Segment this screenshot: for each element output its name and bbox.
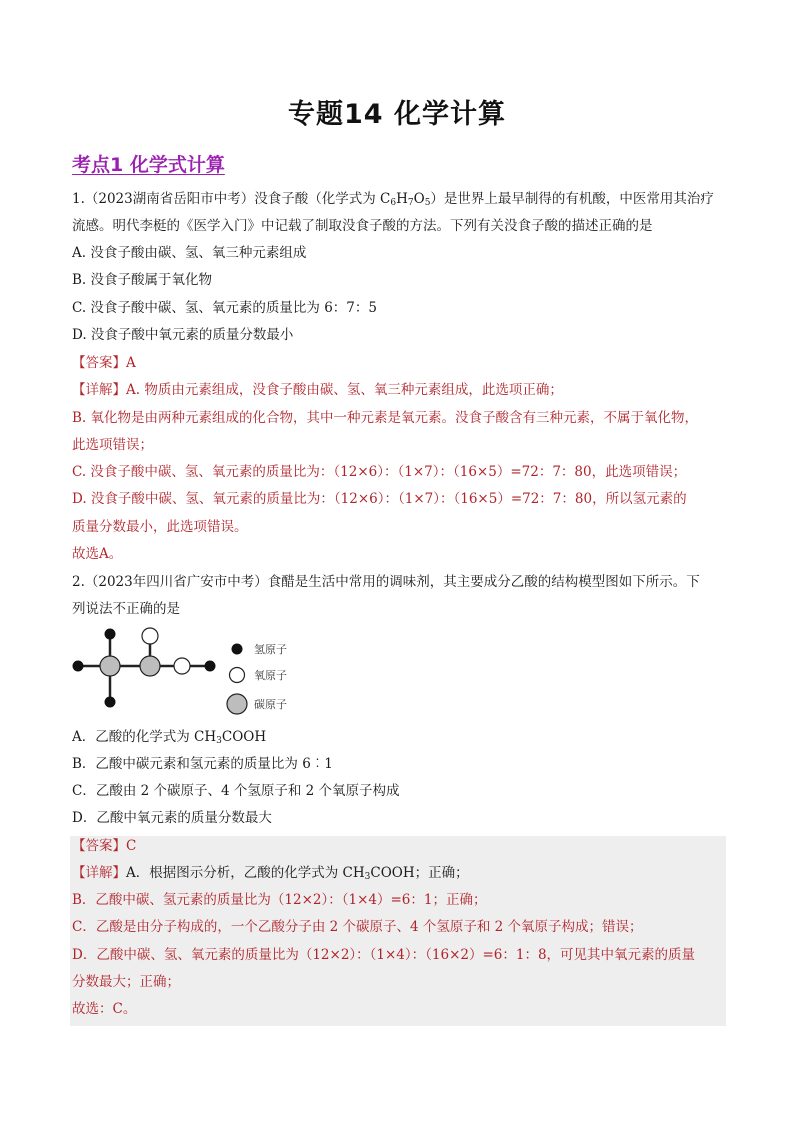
q1-option-c: C. 没食子酸中碳、氢、氧元素的质量比为 6：7：5: [72, 300, 377, 316]
q1-conclusion: 故选A。: [72, 546, 123, 562]
q2-stem-line-2: 列说法不正确的是: [72, 601, 180, 617]
hydrogen-atom: [205, 661, 216, 672]
q1-detail-line-4: C. 没食子酸中碳、氢、氧元素的质量比为：（12×6）：（1×7）：（16×5）=72：7：80，此选项错误；: [72, 464, 687, 480]
q1-detail-line-3: 此选项错误；: [72, 437, 153, 453]
q1-stem-line-1: 1.（2023湖南省岳阳市中考）没食子酸（化学式为 $C_6H_7O_5$）是世界上最早制得的有机酸，中医常用其治疗: [72, 191, 714, 208]
q1-detail-line-1: 【详解】A. 物质由元素组成，没食子酸由碳、氢、氧三种元素组成，此选项正确；: [72, 382, 563, 398]
q2-detail-line-2: B．乙酸中碳、氢元素的质量比为（12×2）：（1×4）=6：1；正确；: [72, 892, 487, 908]
q2-detail-line-5: 分数最大；正确；: [72, 974, 180, 990]
q2-stem-line-1: 2.（2023年四川省广安市中考）食醋是生活中常用的调味剂，其主要成分乙酸的结构模型图如下所示。下: [72, 574, 700, 590]
hydrogen-atom: [105, 697, 116, 708]
hydrogen-atom: [73, 661, 84, 672]
q2-answer: 【答案】C: [72, 838, 137, 854]
legend-hydrogen-label: 氢原子: [254, 643, 287, 656]
section-heading: 考点1 化学式计算: [72, 154, 225, 176]
page-title: 专题14 化学计算: [288, 99, 506, 130]
q1-option-b: B. 没食子酸属于氧化物: [72, 272, 213, 288]
carbon-atom: [100, 656, 120, 676]
q1-answer: 【答案】A: [72, 355, 136, 371]
q1-detail-line-6: 质量分数最小，此选项错误。: [72, 519, 248, 535]
q1-detail-line-2: B. 氧化物是由两种元素组成的化合物，其中一种元素是氧元素。没食子酸含有三种元素，不属于氧化物，: [72, 410, 699, 426]
legend-carbon-label: 碳原子: [254, 698, 287, 711]
q1-option-d: D. 没食子酸中氧元素的质量分数最小: [72, 327, 294, 343]
q2-detail-line-4: D．乙酸中碳、氢、氧元素的质量比为（12×2）：（1×4）：（16×2）=6：1：8，可见其中氧元素的质量: [72, 947, 696, 963]
legend-hydrogen-marker: [232, 644, 243, 655]
q1-stem-line-2: 流感。明代李梃的《医学入门》中记载了制取没食子酸的方法。下列有关没食子酸的描述正确的是: [72, 218, 653, 234]
oxygen-atom: [174, 658, 190, 674]
q2-detail-line-1: 【详解】A．根据图示分析，乙酸的化学式为 $CH_3COOH$；正确；: [72, 865, 469, 882]
q2-option-b: B．乙酸中碳元素和氢元素的质量比为 6︰1: [72, 756, 333, 772]
oxygen-atom: [142, 628, 158, 644]
carbon-atom: [140, 656, 160, 676]
legend-carbon-marker: [227, 694, 247, 714]
q2-option-d: D．乙酸中氧元素的质量分数最大: [72, 810, 272, 826]
q1-detail-line-5: D. 没食子酸中碳、氢、氧元素的质量比为：（12×6）：（1×7）：（16×5）=72：7：80，所以氢元素的: [72, 491, 687, 507]
legend-oxygen-label: 氧原子: [254, 669, 287, 682]
q2-option-a: A．乙酸的化学式为 $CH_3COOH$: [72, 729, 267, 746]
acetic-acid-structure-diagram: [60, 622, 310, 722]
q2-detail-line-3: C．乙酸是由分子构成的，一个乙酸分子由 2 个碳原子、4 个氢原子和 2 个氧原子构成；错误；: [72, 919, 643, 935]
q2-conclusion: 故选：C。: [72, 1001, 137, 1017]
legend-oxygen-marker: [230, 668, 245, 683]
q1-option-a: A. 没食子酸由碳、氢、氧三种元素组成: [72, 245, 307, 261]
hydrogen-atom: [105, 629, 116, 640]
q2-option-c: C．乙酸由 2 个碳原子、4 个氢原子和 2 个氧原子构成: [72, 783, 400, 799]
